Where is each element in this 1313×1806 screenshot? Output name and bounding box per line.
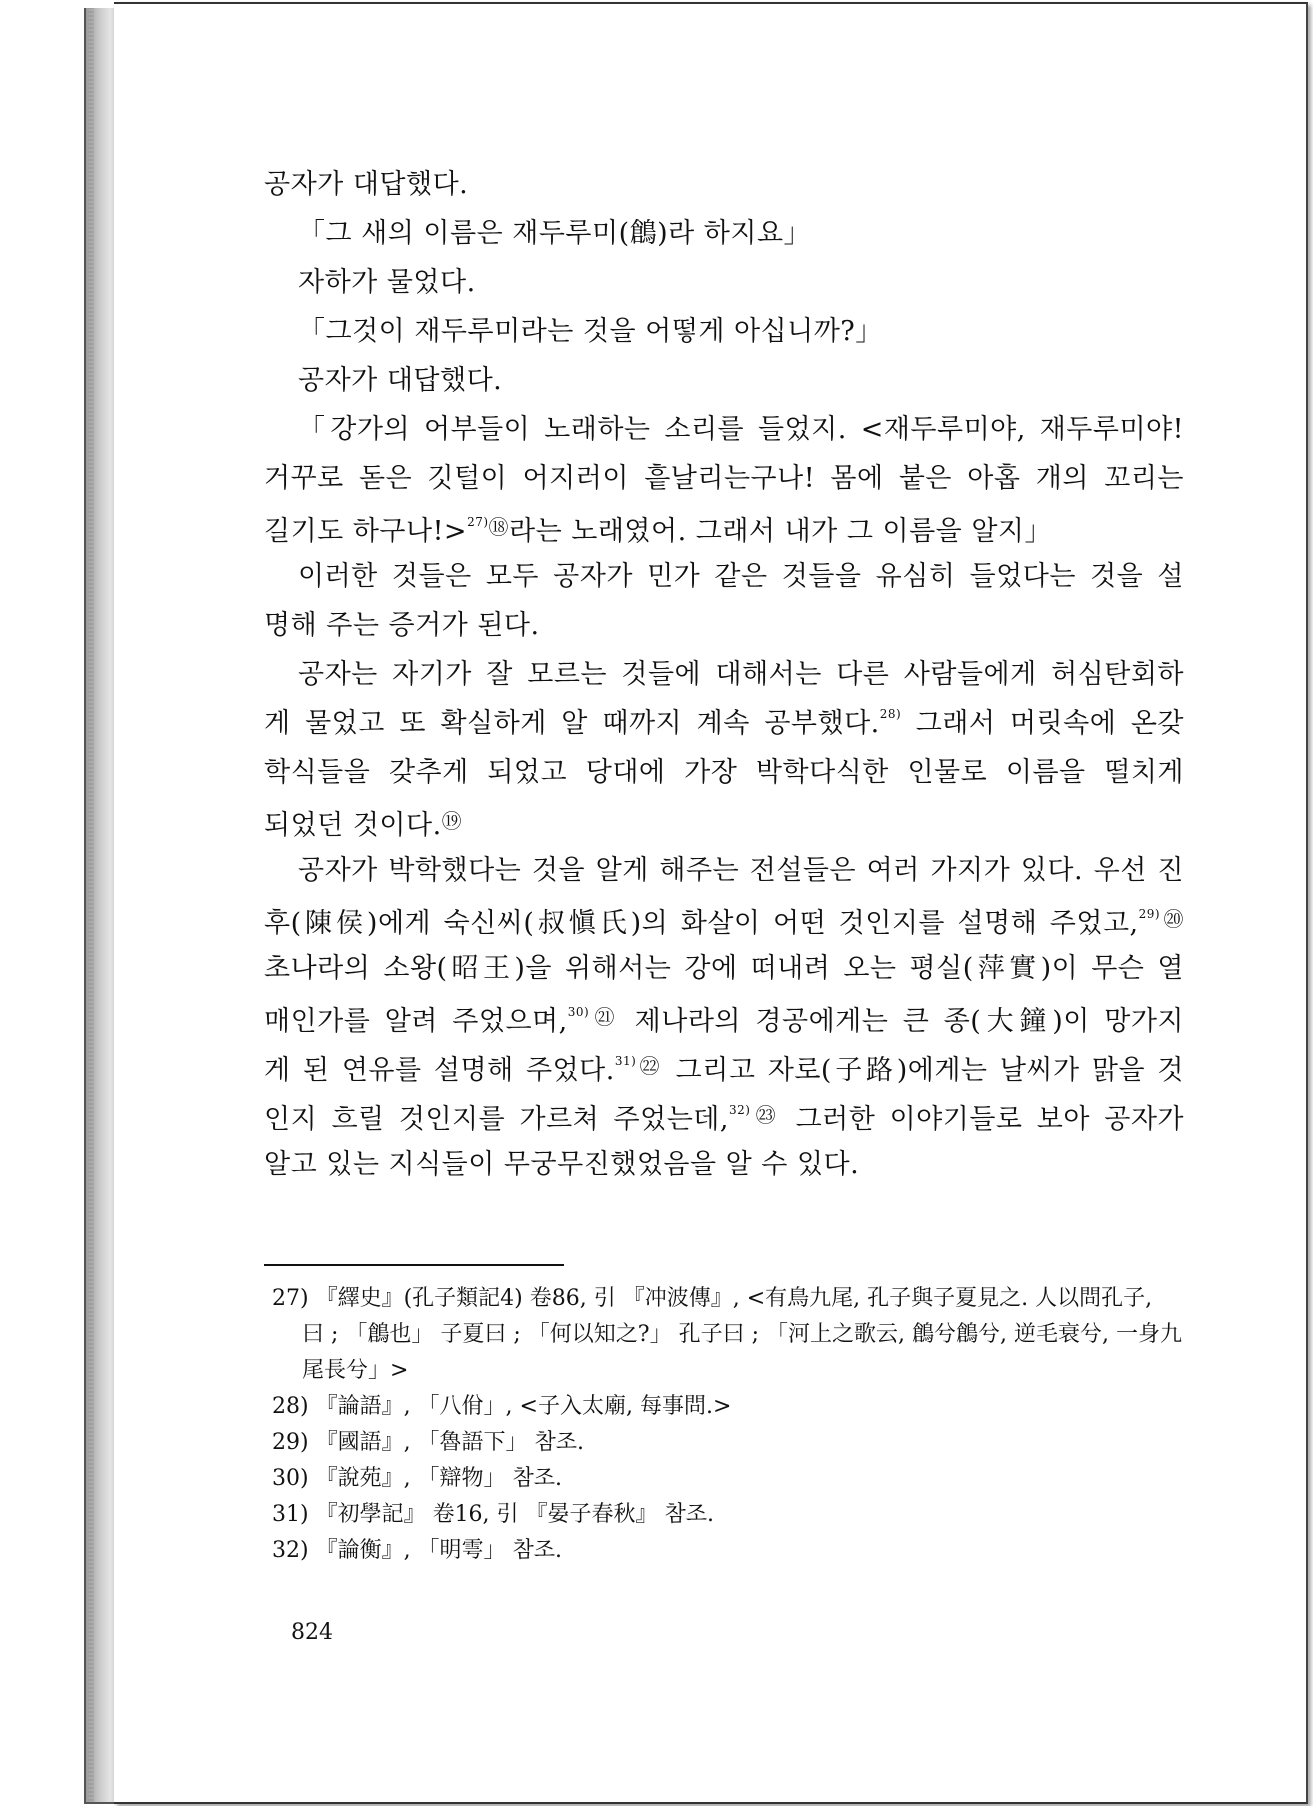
body-line [264, 160, 1184, 209]
body-line-text-continued: 그리고 자로(子路)에게는 날씨가 맑을 것 [663, 1055, 1184, 1086]
body-line [264, 209, 1184, 258]
footnote-line: 28) 『論語』, 「八佾」, <子入太廟, 每事問.> [272, 1394, 732, 1419]
endnote-marker: ㉒ [636, 1054, 664, 1078]
body-line [264, 552, 1184, 601]
footnote-line: 31) 『初學記』 卷16, 引 『晏子春秋』 참조. [272, 1502, 715, 1527]
body-line-text: 이러한 것들은 모두 공자가 민가 같은 것들을 유심히 들었다는 것을 설 [298, 561, 1184, 592]
footnote-line: 曰 ; 「鶬也」 子夏曰 ; 「何以知之?」 孔子曰 ; 「河上之歌云, 鶬兮鶬兮, 逆毛衰兮, 一身九 [302, 1322, 1182, 1347]
body-line [264, 650, 1184, 699]
endnote-marker: ㉓ [750, 1103, 782, 1127]
body-line-text: 인지 흐릴 것인지를 가르쳐 주었는데, [264, 1104, 729, 1135]
endnote-marker: ⑳ [1160, 907, 1185, 931]
body-line-text-continued: 제나라의 경공에게는 큰 종(大鐘)이 망가지 [620, 1006, 1184, 1037]
body-line-text: 알고 있는 지식들이 무궁무진했었음을 알 수 있다. [264, 1149, 860, 1180]
body-line-text: 후(陳侯)에게 숙신씨(叔愼氏)의 화살이 어떤 것인지를 설명해 주었고, [264, 908, 1139, 939]
body-line-text-continued: 라는 노래였어. 그래서 내가 그 이름을 알지」 [509, 516, 1052, 547]
page-number: 824 [291, 1620, 333, 1645]
body-text [264, 160, 1184, 1189]
body-line-text: 길기도 하구나!> [264, 516, 468, 547]
body-line-text: 게 된 연유를 설명해 주었다. [264, 1055, 615, 1086]
body-line [264, 1140, 1184, 1189]
body-line [264, 895, 1184, 944]
body-line-text: 게 물었고 또 확실하게 알 때까지 계속 공부했다. [264, 708, 880, 739]
body-line [264, 601, 1184, 650]
footnote-line: 32) 『論衡』, 「明雩」 참조. [272, 1538, 563, 1563]
body-line [264, 405, 1184, 454]
endnote-marker: ㉑ [589, 1005, 621, 1029]
footnote-line: 29) 『國語』, 「魯語下」 참조. [272, 1430, 585, 1455]
body-line-text: 초나라의 소왕(昭王)을 위해서는 강에 떠내려 오는 평실(萍實)이 무슨 열 [264, 953, 1184, 984]
body-line [264, 356, 1184, 405]
body-line-text: 자하가 물었다. [298, 267, 476, 298]
body-line-text-continued: 그래서 머릿속에 온갖 [901, 708, 1184, 739]
body-line [264, 993, 1184, 1042]
body-line-text: 「강가의 어부들이 노래하는 소리를 들었지. <재두루미야, 재두루미야! [298, 414, 1184, 445]
body-line-text: 「그 새의 이름은 재두루미(鶬)라 하지요」 [298, 218, 812, 249]
body-line-text: 거꾸로 돋은 깃털이 어지러이 흩날리는구나! 몸에 붙은 아홉 개의 꼬리는 [264, 463, 1184, 494]
footnote-ref: 30) [567, 1005, 590, 1019]
body-line-text: 공자가 대답했다. [264, 169, 469, 200]
body-line-text: 명해 주는 증거가 된다. [264, 610, 540, 641]
body-line [264, 503, 1184, 552]
footnote-line: 27) 『繹史』(孔子類記4) 卷86, 引 『冲波傳』, <有鳥九尾, 孔子與子夏見之. 人以問孔子, [272, 1286, 1153, 1311]
endnote-marker: ⑲ [441, 809, 463, 833]
body-line [264, 748, 1184, 797]
body-line [264, 699, 1184, 748]
body-line-text: 공자가 박학했다는 것을 알게 해주는 전설들은 여러 가지가 있다. 우선 진 [298, 855, 1184, 886]
footnote-ref: 31) [614, 1054, 637, 1068]
body-line-text: 학식들을 갖추게 되었고 당대에 가장 박학다식한 인물로 이름을 떨치게 [264, 757, 1184, 788]
body-line [264, 454, 1184, 503]
footnote-line: 尾長兮」> [302, 1358, 409, 1383]
body-line [264, 307, 1184, 356]
body-line-text: 공자가 대답했다. [298, 365, 503, 396]
body-line [264, 258, 1184, 307]
footnote-rule [264, 1264, 564, 1266]
body-line [264, 797, 1184, 846]
body-line [264, 1091, 1184, 1140]
body-line [264, 944, 1184, 993]
footnote-line: 30) 『說苑』, 「辯物」 참조. [272, 1466, 563, 1491]
book-spine [84, 8, 118, 1804]
footnote-ref: 32) [728, 1103, 751, 1117]
body-line-text: 매인가를 알려 주었으며, [264, 1006, 568, 1037]
body-line-text-continued: 그러한 이야기들로 보아 공자가 [781, 1104, 1184, 1135]
body-line [264, 1042, 1184, 1091]
body-line-text: 「그것이 재두루미라는 것을 어떻게 아십니까?」 [298, 316, 883, 347]
footnotes [272, 1281, 1192, 1569]
footnote-ref: 27) [467, 515, 489, 529]
body-line-text: 되었던 것이다. [264, 810, 442, 841]
endnote-marker: ⑱ [488, 515, 510, 539]
body-line-text: 공자는 자기가 잘 모르는 것들에 대해서는 다른 사람들에게 허심탄회하 [298, 659, 1184, 690]
footnote-ref: 28) [879, 707, 902, 721]
body-line [264, 846, 1184, 895]
footnote-ref: 29) [1138, 907, 1161, 921]
